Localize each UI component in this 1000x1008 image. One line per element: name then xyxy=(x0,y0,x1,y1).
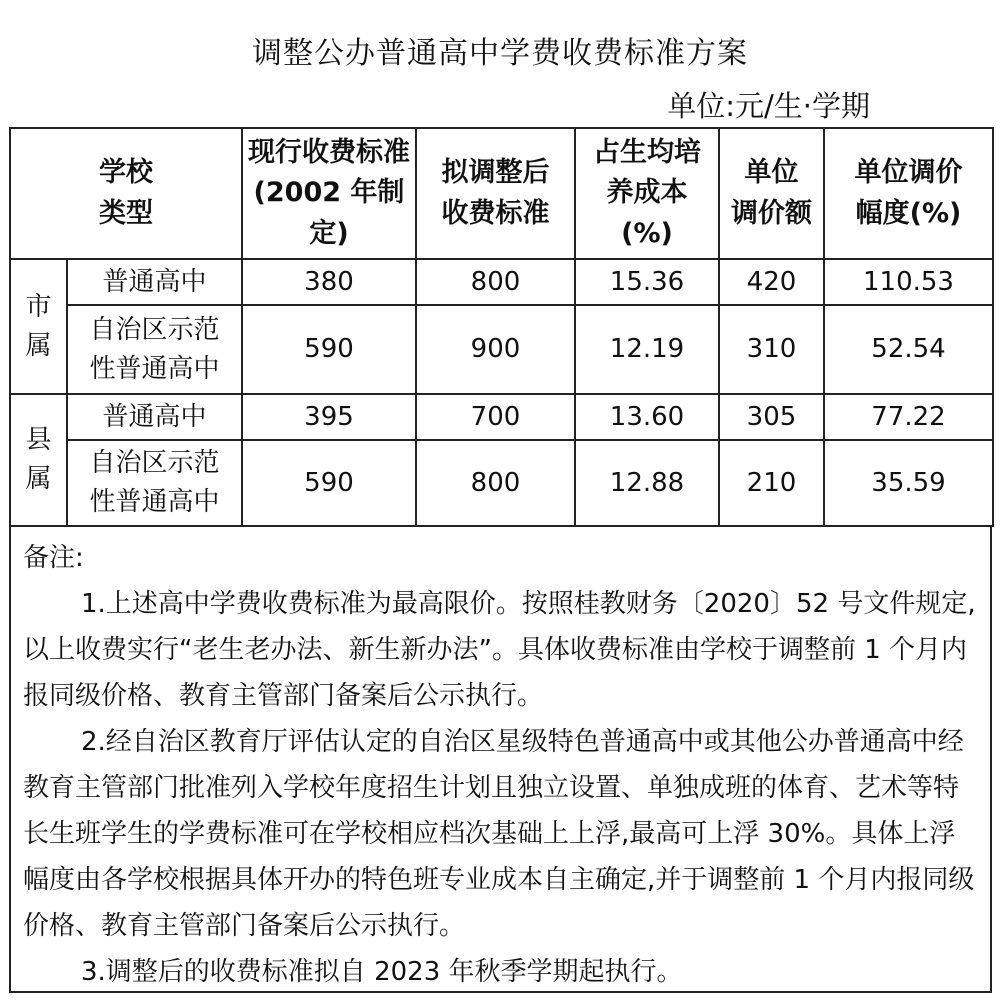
current-standard-cell: 395 xyxy=(242,394,416,440)
notes-section xyxy=(9,525,992,993)
table-row xyxy=(10,305,993,394)
header-school-type: 学校 类型 xyxy=(10,128,242,259)
adjust-rate-cell: 77.22 xyxy=(824,394,993,440)
adjust-rate-cell: 110.53 xyxy=(824,259,993,305)
proposed-standard-cell: 800 xyxy=(416,440,575,526)
adjust-amount-cell: 420 xyxy=(719,259,824,305)
header-row xyxy=(10,128,993,259)
adjust-amount-cell: 305 xyxy=(719,394,824,440)
table-row xyxy=(10,440,993,526)
header-cost-ratio: 占生均培 养成本 (%) xyxy=(575,128,719,259)
adjust-amount-cell: 210 xyxy=(719,440,824,526)
cost-ratio-cell: 12.19 xyxy=(575,305,719,394)
table-row xyxy=(10,394,993,440)
group-label-county: 县 属 xyxy=(10,394,67,526)
cost-ratio-cell: 13.60 xyxy=(575,394,719,440)
school-type-cell: 自治区示范 性普通高中 xyxy=(67,305,242,394)
table-row xyxy=(10,259,993,305)
notes-heading: 备注: xyxy=(23,543,84,573)
header-proposed-standard: 拟调整后 收费标准 xyxy=(416,128,575,259)
adjust-amount-cell: 310 xyxy=(719,305,824,394)
current-standard-cell: 590 xyxy=(242,440,416,526)
proposed-standard-cell: 800 xyxy=(416,259,575,305)
proposed-standard-cell: 900 xyxy=(416,305,575,394)
adjust-rate-cell: 52.54 xyxy=(824,305,993,394)
document-title: 调整公办普通高中学费收费标准方案 xyxy=(252,36,748,71)
adjust-rate-cell: 35.59 xyxy=(824,440,993,526)
header-adjust-rate: 单位调价 幅度(%) xyxy=(824,128,993,259)
proposed-standard-cell: 700 xyxy=(416,394,575,440)
note-item-1: 1.上述高中学费收费标准为最高限价。按照桂教财务〔2020〕52 号文件规定,以上收费实行“老生老办法、新生新办法”。具体收费标准由学校于调整前 1 个月内报同级价格、教育主管部门备案后公示执行。 xyxy=(23,589,976,711)
cost-ratio-cell: 12.88 xyxy=(575,440,719,526)
note-item-3: 3.调整后的收费标准拟自 2023 年秋季学期起执行。 xyxy=(81,957,683,987)
header-adjust-amount: 单位 调价额 xyxy=(719,128,824,259)
school-type-cell: 普通高中 xyxy=(67,394,242,440)
fee-table xyxy=(9,127,994,527)
note-item-2: 2.经自治区教育厅评估认定的自治区星级特色普通高中或其他公办普通高中经教育主管部门批准列入学校年度招生计划且独立设置、单独成班的体育、艺术等特长生班学生的学费标准可在学校相应档次基础上上浮,最高可上浮 30%。具体上浮幅度由各学校根据具体开办的特色班专业成本自主确定,并于调整前 1 个月内报同级价格、教育主管部门备案后公示执行。 xyxy=(23,727,975,941)
current-standard-cell: 380 xyxy=(242,259,416,305)
current-standard-cell: 590 xyxy=(242,305,416,394)
header-current-standard: 现行收费标准 (2002 年制 定) xyxy=(242,128,416,259)
cost-ratio-cell: 15.36 xyxy=(575,259,719,305)
school-type-cell: 自治区示范 性普通高中 xyxy=(67,440,242,526)
school-type-cell: 普通高中 xyxy=(67,259,242,305)
group-label-city: 市 属 xyxy=(10,259,67,394)
unit-label: 单位:元/生·学期 xyxy=(667,89,870,123)
